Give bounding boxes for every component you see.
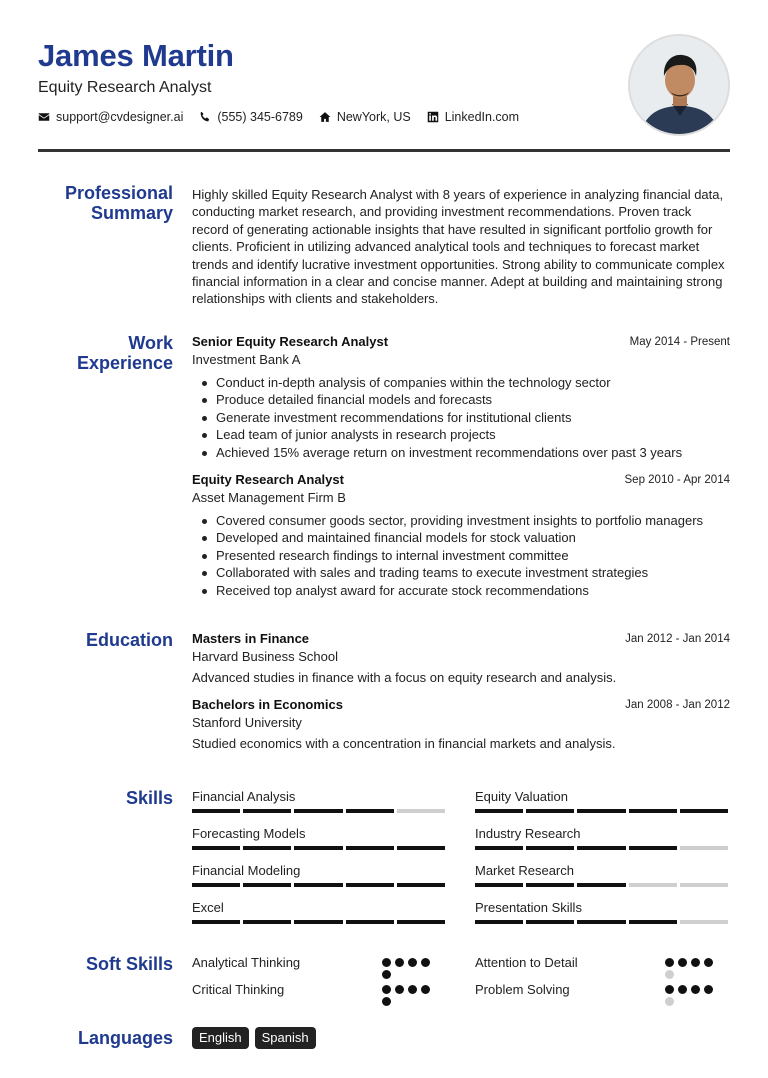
rating-dot [691, 985, 700, 994]
rating-dot [421, 958, 430, 967]
education-entry [192, 696, 730, 752]
skill-level-segment [475, 846, 523, 850]
contact-phone[interactable] [199, 110, 302, 124]
skill-level-segment [192, 883, 240, 887]
skill-level-segment [475, 920, 523, 924]
rating-dot [395, 985, 404, 994]
contact-linkedin[interactable] [427, 110, 519, 124]
skill-level-segment [294, 846, 342, 850]
education-entry [192, 630, 730, 686]
job-bullet: Produce detailed financial models and forecasts [202, 391, 730, 408]
job-bullet: Presented research findings to internal investment committee [202, 547, 730, 564]
skill-level-segment [397, 883, 445, 887]
job-bullets [192, 512, 730, 599]
skill-item [475, 825, 728, 862]
skill-level-segment [294, 883, 342, 887]
soft-skills-body [192, 954, 730, 1008]
skill-name: Excel [192, 900, 224, 915]
job-entry [192, 333, 730, 461]
summary-text: Highly skilled Equity Research Analyst with 8 years of experience in analyzing financial data, conducting market research, and providing investment recommendations. Proven track record of generating actionable insights that have resulted in significant portfolio growth for clients. Proficient in utilizing advanced analytical tools and techniques to forecast market trends and identify lucrative investment opportunities. Strong ability to communicate complex financial information in a clear and concise manner. Adept at building and maintaining strong relationships with clients and stakeholders. [192, 187, 725, 307]
rating-dot [665, 970, 674, 979]
soft-skill-item [192, 981, 445, 1008]
contact-email[interactable] [38, 110, 183, 124]
skill-level-segment [526, 920, 574, 924]
job-bullet: Generate investment recommendations for institutional clients [202, 409, 730, 426]
skill-item [192, 862, 445, 899]
soft-skill-item [475, 954, 728, 981]
rating-dot [704, 958, 713, 967]
rating-dot [421, 985, 430, 994]
soft-skill-rating [382, 985, 442, 1006]
education-body [192, 630, 730, 752]
experience-heading: Work Experience [76, 333, 173, 373]
job-bullet: Collaborated with sales and trading teams to execute investment strategies [202, 564, 730, 581]
education-description: Advanced studies in finance with a focus on equity research and analysis. [192, 670, 617, 685]
skill-level-segment [526, 883, 574, 887]
soft-skill-rating [665, 958, 725, 979]
soft-skill-name: Attention to Detail [475, 955, 578, 970]
candidate-title: Equity Research Analyst [38, 79, 212, 96]
skills-heading: Skills [125, 788, 173, 808]
skill-item [192, 788, 445, 825]
job-dates: Sep 2010 - Apr 2014 [624, 474, 730, 487]
email-text: support@cvdesigner.ai [56, 110, 184, 124]
skill-name: Market Research [475, 863, 574, 878]
skill-level-bar [192, 883, 445, 887]
education-description: Studied economics with a concentration in financial markets and analysis. [192, 736, 616, 751]
skill-level-segment [680, 920, 728, 924]
skill-level-segment [629, 920, 677, 924]
rating-dot [665, 985, 674, 994]
skill-level-segment [577, 883, 625, 887]
location-text: NewYork, US [336, 110, 411, 124]
education-dates: Jan 2008 - Jan 2012 [625, 699, 730, 711]
skills-grid [192, 788, 730, 936]
skill-name: Financial Analysis [192, 789, 296, 804]
rating-dot [408, 958, 417, 967]
contact-location [319, 110, 411, 124]
education-dates: Jan 2012 - Jan 2014 [625, 633, 730, 645]
skill-level-segment [346, 809, 394, 813]
skill-level-segment [346, 846, 394, 850]
skill-level-bar [192, 920, 445, 924]
skill-level-segment [526, 809, 574, 813]
soft-skill-name: Problem Solving [475, 982, 570, 997]
skill-item [475, 899, 728, 936]
experience-section [38, 333, 730, 603]
school-name: Harvard Business School [192, 649, 338, 664]
rating-dot [382, 970, 391, 979]
skill-name: Forecasting Models [192, 826, 306, 841]
skill-level-bar [475, 920, 728, 924]
rating-dot [395, 958, 404, 967]
degree-title: Bachelors in Economics [192, 697, 343, 712]
contact-row [38, 110, 730, 124]
rating-dot [382, 985, 391, 994]
degree-title: Masters in Finance [192, 631, 310, 646]
education-heading: Education [85, 630, 173, 650]
skill-level-bar [475, 809, 728, 813]
profile-photo [628, 34, 730, 136]
linkedin-icon [427, 111, 439, 123]
job-bullet: Lead team of junior analysts in research projects [202, 426, 730, 443]
skill-level-bar [192, 809, 445, 813]
language-badge: English [192, 1027, 249, 1049]
job-role: Senior Equity Research Analyst [192, 334, 389, 349]
resume-header [38, 38, 730, 150]
skill-level-segment [577, 846, 625, 850]
job-bullet: Achieved 15% average return on investment recommendations over past 3 years [202, 444, 730, 461]
skill-level-segment [577, 920, 625, 924]
skill-level-segment [629, 809, 677, 813]
skill-name: Equity Valuation [475, 789, 568, 804]
job-company: Asset Management Firm B [192, 490, 346, 506]
skill-name: Presentation Skills [475, 900, 582, 915]
soft-skill-item [192, 954, 445, 981]
soft-skill-item [475, 981, 728, 1008]
job-bullet: Conduct in-depth analysis of companies within the technology sector [202, 374, 730, 391]
skill-level-segment [629, 883, 677, 887]
rating-dot [665, 958, 674, 967]
phone-icon [199, 111, 211, 123]
job-entry [192, 471, 730, 599]
skills-section [38, 788, 730, 938]
header-divider [38, 149, 730, 152]
language-list [192, 1027, 730, 1049]
summary-section [38, 183, 730, 313]
skill-item [475, 862, 728, 899]
skill-level-segment [192, 809, 240, 813]
rating-dot [704, 985, 713, 994]
skill-item [192, 899, 445, 936]
languages-heading: Languages [77, 1028, 173, 1048]
phone-text: (555) 345-6789 [217, 110, 303, 124]
skill-level-segment [629, 846, 677, 850]
skill-level-segment [397, 920, 445, 924]
skill-level-segment [680, 809, 728, 813]
rating-dot [691, 958, 700, 967]
rating-dot [678, 958, 687, 967]
portrait-illustration [630, 36, 730, 136]
job-company: Investment Bank A [192, 352, 301, 367]
home-icon [319, 111, 331, 123]
soft-skill-name: Analytical Thinking [192, 955, 301, 970]
skill-level-segment [243, 920, 291, 924]
skill-level-segment [680, 846, 728, 850]
skill-level-segment [294, 920, 342, 924]
job-bullets [192, 374, 730, 461]
rating-dot [382, 997, 391, 1006]
soft-skill-name: Critical Thinking [192, 982, 285, 997]
education-section [38, 630, 730, 765]
skill-level-segment [346, 920, 394, 924]
skill-level-segment [577, 809, 625, 813]
job-bullet: Received top analyst award for accurate stock recommendations [202, 582, 730, 599]
candidate-name: James Martin [38, 38, 234, 73]
job-bullet: Developed and maintained financial models for stock valuation [202, 529, 730, 546]
skill-name: Industry Research [475, 826, 581, 841]
skill-name: Financial Modeling [192, 863, 301, 878]
linkedin-text: LinkedIn.com [444, 110, 520, 124]
summary-heading: Professional Summary [64, 183, 173, 223]
soft-skills-section [38, 954, 730, 1014]
skill-level-segment [243, 809, 291, 813]
job-dates: May 2014 - Present [629, 336, 730, 348]
skill-level-segment [294, 809, 342, 813]
skill-level-segment [680, 883, 728, 887]
skill-level-bar [192, 846, 445, 850]
rating-dot [382, 958, 391, 967]
languages-section [38, 1027, 730, 1057]
school-name: Stanford University [192, 715, 302, 730]
job-role: Equity Research Analyst [192, 472, 344, 488]
skill-level-segment [192, 846, 240, 850]
envelope-icon [38, 111, 50, 123]
rating-dot [665, 997, 674, 1006]
skill-item [475, 788, 728, 825]
language-badge: Spanish [255, 1027, 316, 1049]
skill-level-bar [475, 846, 728, 850]
soft-skills-heading: Soft Skills [85, 954, 173, 974]
skill-level-bar [475, 883, 728, 887]
skill-level-segment [192, 920, 240, 924]
soft-skill-rating [665, 985, 725, 1006]
skill-level-segment [526, 846, 574, 850]
skill-level-segment [243, 846, 291, 850]
skill-level-segment [397, 846, 445, 850]
rating-dot [408, 985, 417, 994]
job-bullet: Covered consumer goods sector, providing investment insights to portfolio managers [202, 512, 730, 529]
skill-level-segment [397, 809, 445, 813]
skill-level-segment [475, 809, 523, 813]
skill-level-segment [475, 883, 523, 887]
skill-item [192, 825, 445, 862]
skill-level-segment [346, 883, 394, 887]
rating-dot [678, 985, 687, 994]
experience-body [192, 333, 730, 599]
soft-skills-grid [192, 954, 730, 1008]
languages-body [192, 1027, 730, 1049]
skill-level-segment [243, 883, 291, 887]
soft-skill-rating [382, 958, 442, 979]
skills-body [192, 788, 730, 936]
